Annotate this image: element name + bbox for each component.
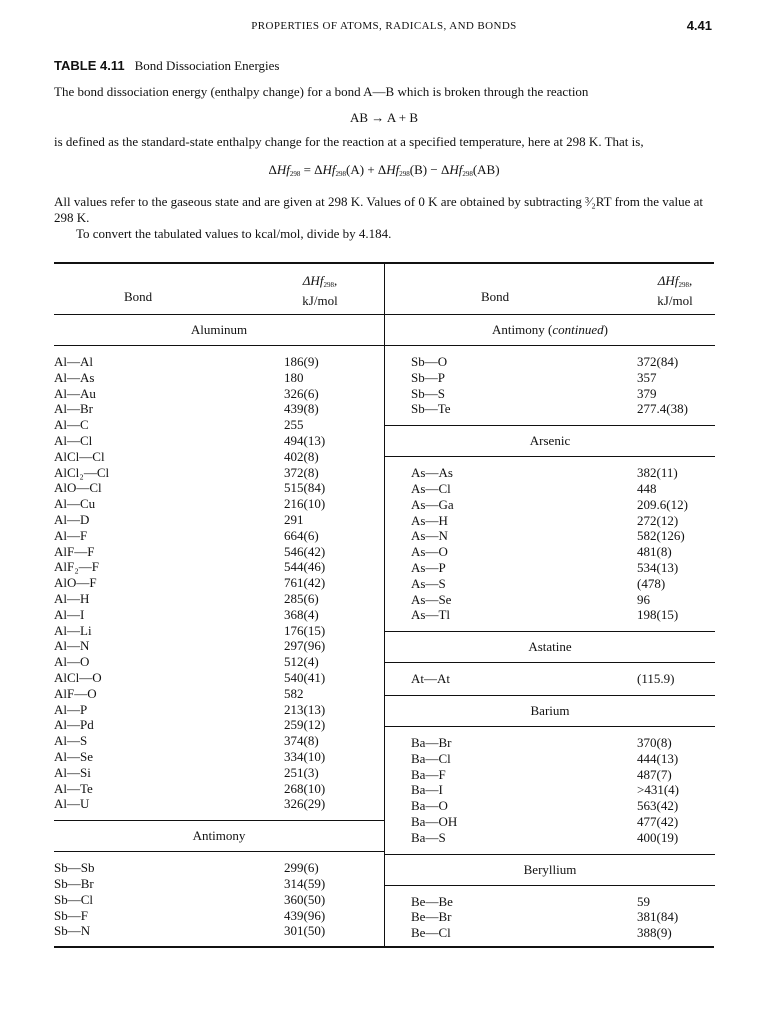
table-row	[385, 354, 715, 370]
value-cell: 370(8)	[637, 734, 672, 750]
value-cell: 382(11)	[637, 465, 678, 481]
value-cell: 402(8)	[284, 448, 319, 464]
table-row	[54, 370, 384, 386]
table-row	[54, 733, 384, 749]
value-cell: 255	[284, 417, 304, 433]
value-cell: 439(96)	[284, 907, 326, 923]
section-title	[385, 425, 715, 457]
bond-cell: AlCl—Cl	[54, 448, 105, 464]
bond-cell: AlO—Cl	[54, 480, 102, 496]
value-cell: >431(4)	[637, 782, 679, 798]
bond-cell: AlCl₂—Cl	[54, 464, 110, 480]
section-name: Barium	[530, 702, 570, 718]
bond-cell: AlF₂—F	[54, 559, 99, 575]
bond-cell: Sb—F	[54, 907, 88, 923]
value-cell: 444(13)	[637, 750, 679, 766]
value-cell: 59	[637, 893, 650, 909]
value-cell: 388(9)	[637, 925, 672, 941]
section-title: Antimony (continued)	[385, 315, 715, 346]
bond-cell: Sb—Cl	[54, 891, 94, 907]
table-row	[54, 781, 384, 797]
value-cell: 291	[284, 511, 304, 527]
dh-comma: ,	[333, 273, 338, 288]
table-row	[54, 480, 384, 496]
bond-cell: As—Ga	[411, 496, 454, 512]
value-cell: (478)	[637, 575, 666, 591]
value-cell: 213(13)	[284, 701, 326, 717]
bond-cell: As—N	[411, 528, 448, 544]
bond-cell: AlCl—O	[54, 669, 102, 685]
value-cell: 664(6)	[284, 527, 319, 543]
intro-paragraph-4: To convert the tabulated values to kcal/mol, divide by 4.184.	[76, 226, 392, 241]
column-header	[385, 264, 715, 315]
table-row	[385, 513, 715, 529]
bond-cell: Al—S	[54, 733, 88, 749]
section-name: Aluminum	[190, 322, 248, 337]
value-cell: 512(4)	[284, 654, 319, 670]
table-row	[385, 894, 715, 910]
bond-cell: Ba—Cl	[411, 750, 451, 766]
value-cell: 96	[637, 591, 650, 607]
section-rows	[54, 346, 384, 820]
table-row	[54, 876, 384, 892]
table-row	[385, 560, 715, 576]
table-row	[54, 749, 384, 765]
bond-cell: Ba—F	[411, 766, 446, 782]
bond-header: Bond	[124, 289, 153, 304]
table-row	[385, 909, 715, 925]
intro-text	[54, 58, 714, 242]
value-cell: 494(13)	[284, 432, 326, 448]
value-cell: 582(126)	[637, 528, 685, 544]
value-cell: 372(8)	[284, 464, 319, 480]
intro-paragraph-3: All values refer to the gaseous state and are given at 298 K. Values of 0 K are obtained by subtracting ³⁄₂RT from the value at 298 K.	[54, 194, 704, 225]
bond-cell: Al—Cu	[54, 496, 96, 512]
value-cell: 297(96)	[284, 638, 326, 654]
value-cell: 439(8)	[284, 401, 319, 417]
table-row	[54, 607, 384, 623]
table-label: TABLE 4.11	[54, 58, 125, 73]
section-rows	[385, 346, 715, 425]
value-cell: 761(42)	[284, 575, 326, 591]
table-row	[54, 670, 384, 686]
value-cell: 216(10)	[284, 496, 326, 512]
table-caption	[54, 58, 714, 74]
table-row	[385, 767, 715, 783]
enthalpy-equation: ΔHf$_{298}$ = ΔHf$_{298}$(A) + ΔHf$_{298}$(B) − ΔHf$_{298}$(AB)	[268, 162, 500, 178]
dh-sub: 298	[678, 281, 689, 289]
table-row	[385, 401, 715, 417]
section-name: Antimony	[492, 322, 545, 337]
table-title: Bond Dissociation Energies	[134, 58, 280, 73]
value-cell: 374(8)	[284, 733, 319, 749]
bond-cell: Ba—S	[411, 829, 446, 845]
table-row	[54, 544, 384, 560]
bond-cell: Al—Cl	[54, 432, 93, 448]
value-cell: 487(7)	[637, 766, 672, 782]
bond-cell: Al—Pd	[54, 717, 94, 733]
dh-sub: 298	[323, 281, 334, 289]
section-title	[54, 315, 384, 346]
bond-cell: AlF—F	[54, 543, 95, 559]
value-cell: 301(50)	[284, 923, 326, 939]
table-row	[385, 481, 715, 497]
table-row	[54, 417, 384, 433]
bond-cell: At—At	[411, 671, 450, 687]
table-row	[54, 354, 384, 370]
table-row	[54, 386, 384, 402]
reaction-equation: AB → A + B	[349, 110, 418, 125]
value-cell: 326(29)	[284, 796, 326, 812]
section-title	[385, 854, 715, 886]
bond-cell: As—Se	[411, 591, 452, 607]
value-cell: 546(42)	[284, 543, 326, 559]
table-row	[54, 623, 384, 639]
bond-cell: Al—Al	[54, 354, 93, 369]
value-cell: 360(50)	[284, 891, 326, 907]
value-cell: 582	[284, 685, 304, 701]
value-cell: 448	[637, 480, 657, 496]
value-cell: 381(84)	[637, 909, 679, 925]
bond-cell: Al—As	[54, 369, 95, 385]
bond-cell: As—H	[411, 512, 448, 528]
value-cell: 251(3)	[284, 764, 319, 780]
bond-header: Bond	[481, 289, 510, 304]
value-cell: 563(42)	[637, 798, 679, 814]
bond-cell: Be—Br	[411, 909, 452, 925]
bond-cell: As—Cl	[411, 480, 451, 496]
bond-energy-table	[54, 262, 714, 948]
table-row	[385, 814, 715, 830]
value-cell: 176(15)	[284, 622, 326, 638]
value-cell: 540(41)	[284, 669, 326, 685]
table-row	[54, 686, 384, 702]
bond-cell: Sb—N	[54, 923, 91, 939]
bond-cell: Al—H	[54, 590, 90, 606]
table-row	[54, 796, 384, 812]
table-row	[385, 576, 715, 592]
value-cell: 372(84)	[637, 354, 679, 369]
dh-symbol: ΔHf	[657, 273, 679, 288]
table-row	[54, 892, 384, 908]
enthalpy-header	[635, 273, 715, 309]
bond-cell: Ba—Br	[411, 734, 452, 750]
table-row	[54, 465, 384, 481]
section-title	[385, 695, 715, 727]
enthalpy-header	[280, 273, 360, 309]
value-cell: 379	[637, 385, 657, 401]
bond-cell: As—As	[411, 465, 453, 481]
value-cell: 272(12)	[637, 512, 679, 528]
page-header	[0, 18, 768, 38]
section-rows	[385, 886, 715, 949]
table-row	[385, 607, 715, 623]
dh-symbol: ΔHf	[302, 273, 324, 288]
dh-comma: ,	[688, 273, 693, 288]
table-row	[385, 386, 715, 402]
intro-paragraph-1: The bond dissociation energy (enthalpy change) for a bond A—B which is broken through the reaction	[54, 84, 589, 99]
value-cell: 357	[637, 369, 657, 385]
bond-cell: Al—Li	[54, 622, 92, 638]
value-cell: 326(6)	[284, 385, 319, 401]
table-row	[385, 528, 715, 544]
value-cell: 299(6)	[284, 860, 319, 876]
section-name: Antimony	[192, 828, 246, 844]
unit-label: kJ/mol	[302, 293, 338, 308]
bond-cell: Al—D	[54, 511, 90, 527]
table-row	[54, 433, 384, 449]
value-cell: 534(13)	[637, 559, 679, 575]
value-cell: 481(8)	[637, 544, 672, 560]
value-cell: 314(59)	[284, 875, 326, 891]
value-cell: 180	[284, 369, 304, 385]
unit-label: kJ/mol	[657, 293, 693, 308]
value-cell: 209.6(12)	[637, 496, 688, 512]
bond-cell: Al—C	[54, 417, 89, 433]
value-cell: (115.9)	[637, 671, 675, 687]
bond-cell: Be—Cl	[411, 925, 451, 941]
bond-cell: Al—O	[54, 654, 90, 670]
section-title	[54, 820, 384, 852]
table-row	[54, 528, 384, 544]
table-row	[385, 735, 715, 751]
bond-cell: AlO—F	[54, 575, 97, 591]
bond-cell: Al—F	[54, 527, 88, 543]
table-row	[385, 830, 715, 846]
bond-cell: AlF—O	[54, 685, 97, 701]
bond-cell: As—O	[411, 544, 448, 560]
table-row	[54, 765, 384, 781]
value-cell: 368(4)	[284, 606, 319, 622]
bond-cell: Al—Te	[54, 780, 93, 796]
table-row	[54, 860, 384, 876]
table-row	[54, 512, 384, 528]
value-cell: 334(10)	[284, 748, 326, 764]
value-cell: 400(19)	[637, 829, 679, 845]
table-row	[54, 702, 384, 718]
section-rows	[385, 457, 715, 631]
value-cell: 259(12)	[284, 717, 326, 733]
section-name: Astatine	[528, 639, 572, 655]
bond-cell: Sb—P	[411, 369, 445, 385]
bond-cell: Sb—Br	[54, 875, 94, 891]
table-column-right	[384, 264, 715, 946]
table-row	[385, 465, 715, 481]
section-suffix: continued	[552, 322, 604, 337]
table-row	[54, 496, 384, 512]
bond-cell: Be—Be	[411, 893, 453, 909]
table-row	[54, 717, 384, 733]
section-title	[385, 631, 715, 663]
table-row	[385, 592, 715, 608]
value-cell: 277.4(38)	[637, 401, 688, 417]
left-body	[54, 315, 384, 947]
bond-cell: As—Tl	[411, 607, 450, 623]
table-row	[54, 638, 384, 654]
table-row	[54, 559, 384, 575]
value-cell: 268(10)	[284, 780, 326, 796]
value-cell: 515(84)	[284, 480, 326, 496]
bond-cell: Al—U	[54, 796, 90, 812]
table-row	[54, 908, 384, 924]
section-rows	[54, 852, 384, 947]
table-row	[54, 449, 384, 465]
section-name: Arsenic	[529, 433, 571, 449]
bond-cell: Sb—S	[411, 385, 445, 401]
running-head: PROPERTIES OF ATOMS, RADICALS, AND BONDS	[251, 20, 517, 32]
bond-cell: Al—P	[54, 701, 88, 717]
bond-cell: Sb—Te	[411, 401, 451, 417]
table-row	[54, 575, 384, 591]
bond-cell: Ba—O	[411, 798, 448, 814]
page-number: 4.41	[686, 18, 712, 33]
bond-cell: Ba—I	[411, 782, 443, 798]
value-cell: 186(9)	[284, 354, 319, 369]
bond-cell: Al—Si	[54, 764, 91, 780]
section-rows	[385, 663, 715, 695]
table-row	[385, 497, 715, 513]
table-column-left	[54, 264, 384, 946]
value-cell: 477(42)	[637, 813, 679, 829]
table-row	[385, 782, 715, 798]
bond-cell: Sb—O	[411, 354, 448, 369]
bond-cell: As—S	[411, 575, 446, 591]
table-row	[385, 370, 715, 386]
bond-cell: Al—Au	[54, 385, 96, 401]
bond-cell: Al—Se	[54, 748, 93, 764]
intro-paragraph-2: is defined as the standard-state enthalpy change for the reaction at a specified temperature, here at 298 K. That is,	[54, 134, 644, 149]
table-row	[385, 751, 715, 767]
column-header	[54, 264, 384, 315]
section-name: Beryllium	[523, 861, 577, 877]
bond-cell: Ba—OH	[411, 813, 458, 829]
right-body	[385, 315, 715, 949]
bond-cell: Al—Br	[54, 401, 93, 417]
bond-cell: Al—I	[54, 606, 85, 622]
value-cell: 285(6)	[284, 590, 319, 606]
table-row	[54, 654, 384, 670]
bond-cell: Al—N	[54, 638, 90, 654]
value-cell: 198(15)	[637, 607, 679, 623]
bond-cell: Sb—Sb	[54, 860, 95, 876]
table-row	[385, 671, 715, 687]
section-rows	[385, 727, 715, 854]
table-row	[54, 591, 384, 607]
table-row	[54, 401, 384, 417]
table-row	[385, 925, 715, 941]
value-cell: 544(46)	[284, 559, 326, 575]
table-row	[54, 923, 384, 939]
bond-cell: As—P	[411, 559, 446, 575]
table-row	[385, 544, 715, 560]
table-row	[385, 798, 715, 814]
